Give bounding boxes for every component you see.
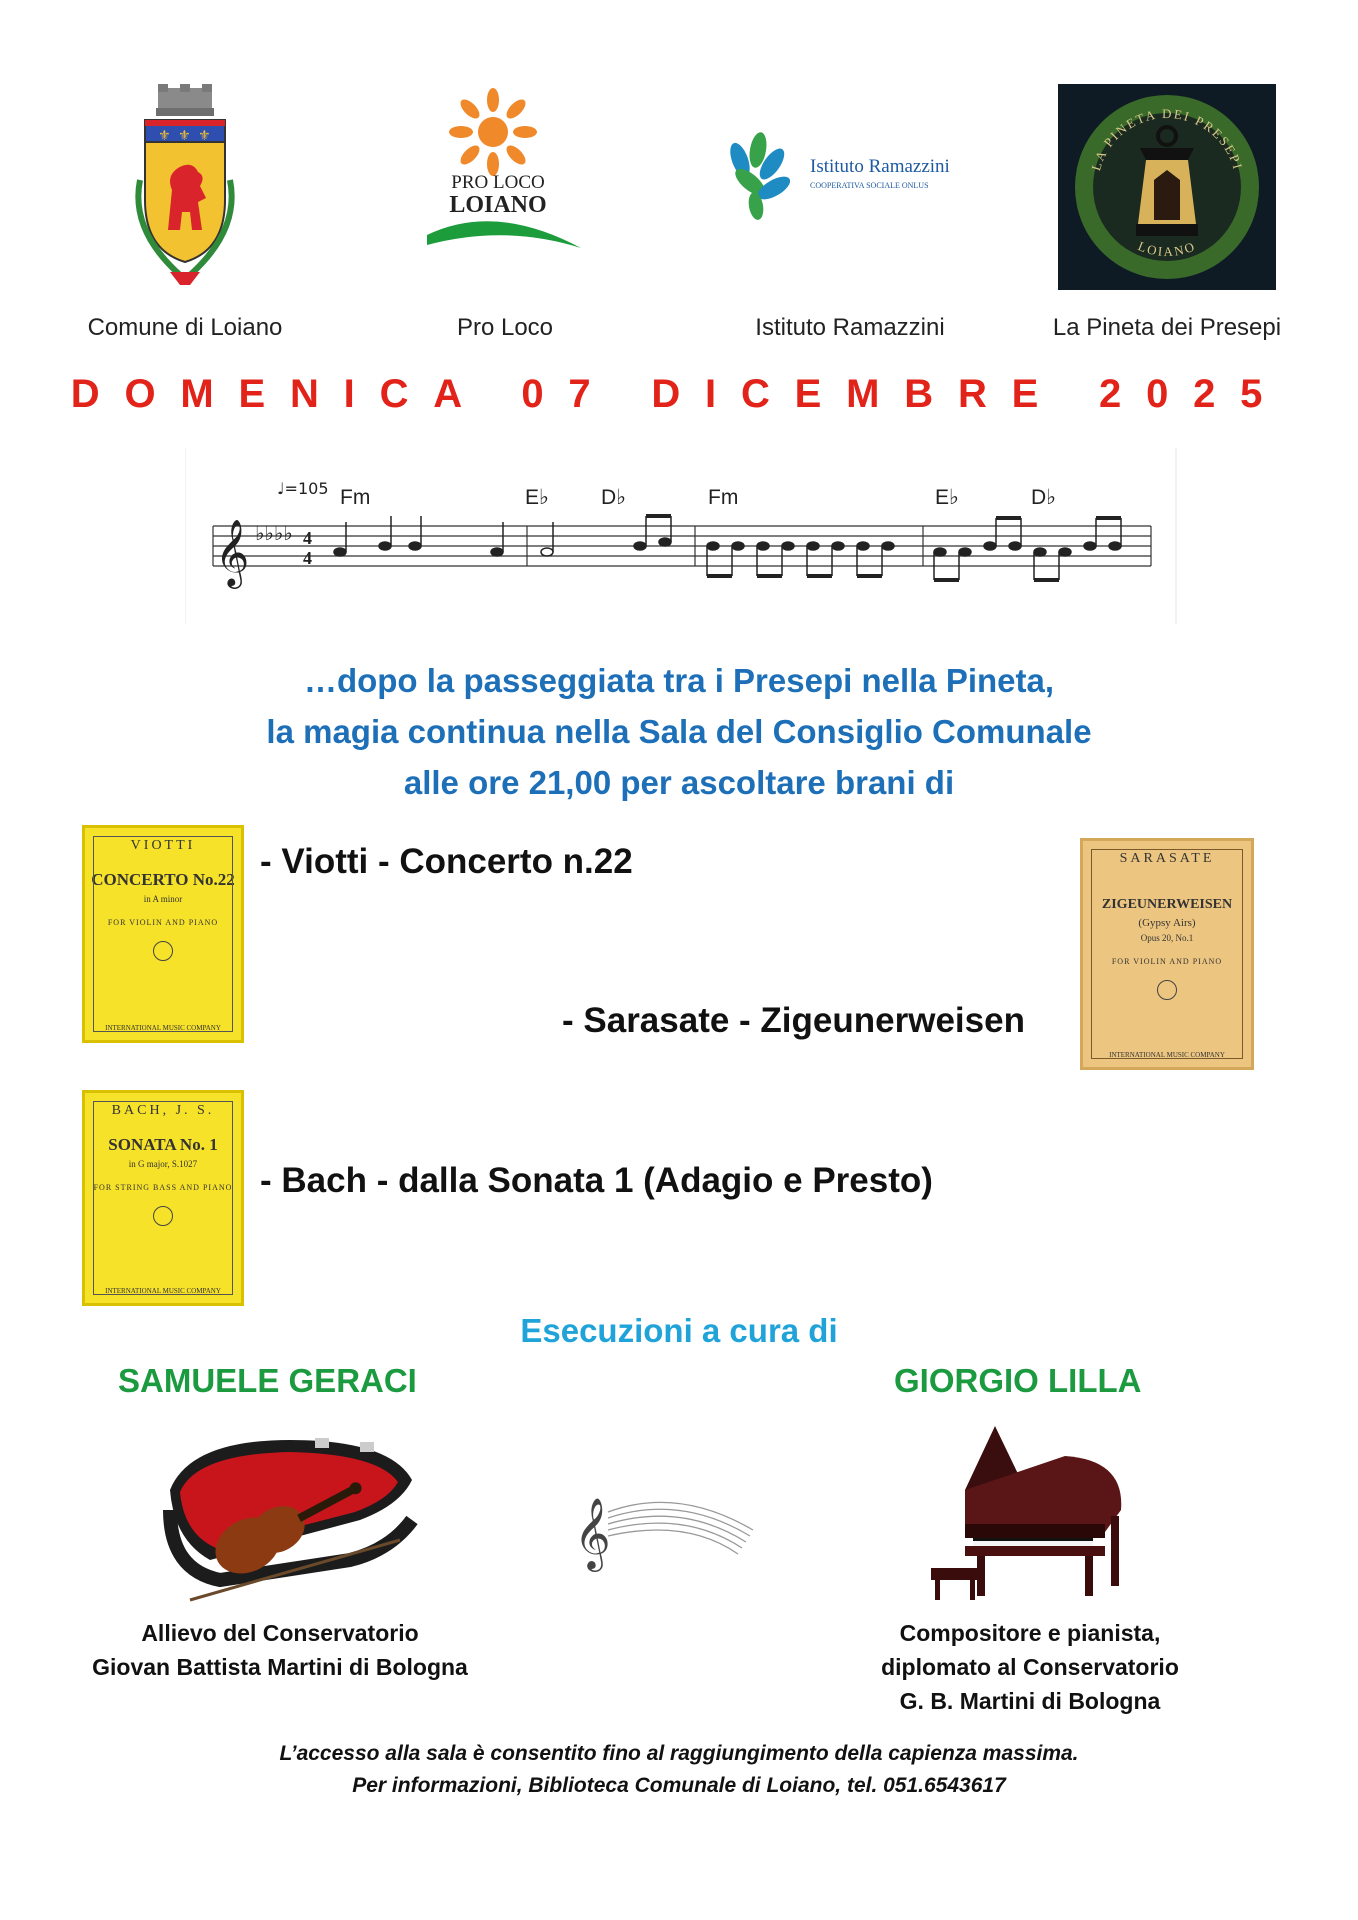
svg-text:Fm: Fm	[340, 486, 371, 509]
contact-info: Per informazioni, Biblioteca Comunale di Loiano, tel. 051.6543617	[352, 1774, 1006, 1797]
svg-text:𝄞: 𝄞	[215, 518, 250, 586]
svg-text:D♭: D♭	[1031, 486, 1057, 509]
grand-piano-icon	[925, 1420, 1135, 1604]
svg-text:4: 4	[303, 528, 312, 548]
svg-text:LOIANO: LOIANO	[449, 192, 547, 218]
comune-loiano-logo	[110, 80, 260, 290]
sheet-music	[185, 448, 1177, 624]
svg-text:𝄞: 𝄞	[574, 1496, 611, 1569]
intro-text	[0, 655, 1358, 808]
music-staff-icon	[185, 448, 1177, 624]
violin-icon	[150, 1410, 430, 1610]
intro-line-3: alle ore 21,00 per ascoltare brani di	[403, 764, 955, 801]
intro-line-2: la magia continua nella Sala del Consiglio Comunale	[266, 713, 1092, 750]
pro-loco-loiano-logo	[415, 80, 595, 290]
violin-image	[150, 1410, 430, 1610]
comune-loiano-caption: Comune di Loiano	[87, 314, 283, 341]
svg-text:Fm: Fm	[708, 486, 739, 509]
intro-line-1: …dopo la passeggiata tra i Presepi nella Pineta,	[303, 662, 1055, 699]
sarasate-score-cover: SARASATE ZIGEUNERWEISEN (Gypsy Airs) Opus 20, No.1 FOR VIOLIN AND PIANO INTERNATIONAL MUSIC COMPANY	[1080, 838, 1254, 1070]
leaf-icon	[710, 80, 970, 290]
footer-notes	[0, 1738, 1358, 1802]
svg-text:PRO LOCO: PRO LOCO	[451, 172, 545, 193]
pineta-dei-presepi-logo	[1058, 84, 1276, 290]
svg-text:4: 4	[303, 548, 312, 568]
performers-heading: Esecuzioni a cura di	[520, 1312, 838, 1349]
music-swirl-image	[568, 1476, 758, 1576]
svg-text:⚜: ⚜	[158, 128, 171, 144]
svg-text:COOPERATIVA SOCIALE ONLUS: COOPERATIVA SOCIALE ONLUS	[810, 181, 929, 190]
program-item-viotti: - Viotti - Concerto n.22	[260, 842, 633, 881]
performer-name-geraci: SAMUELE GERACI	[118, 1362, 417, 1399]
access-note: L’accesso alla sala è consentito fino al raggiungimento della capienza massima.	[279, 1742, 1079, 1765]
bach-score-cover: BACH, J. S. SONATA No. 1 in G major, S.1027 FOR STRING BASS AND PIANO INTERNATIONAL MUSIC COMPANY	[82, 1090, 244, 1306]
svg-text:♭♭♭♭: ♭♭♭♭	[255, 521, 293, 545]
event-date: DOMENICA 07 DICEMBRE 2025	[70, 372, 1288, 416]
piano-image	[925, 1420, 1135, 1604]
performer-name-lilla: GIORGIO LILLA	[894, 1362, 1142, 1399]
sun-icon	[415, 80, 595, 290]
coat-of-arms-icon	[110, 80, 260, 290]
svg-text:E♭: E♭	[525, 486, 549, 509]
treble-clef-icon	[568, 1476, 758, 1576]
performer-bio-lilla: Compositore e pianista, diplomato al Conservatorio G. B. Martini di Bologna	[881, 1620, 1179, 1714]
svg-text:⚜: ⚜	[198, 128, 211, 144]
performer-bio-geraci: Allievo del Conservatorio Giovan Battista Martini di Bologna	[92, 1620, 468, 1680]
svg-text:⚜: ⚜	[178, 128, 191, 144]
svg-text:LOIANO: LOIANO	[1135, 238, 1199, 260]
viotti-score-cover: VIOTTI CONCERTO No.22 in A minor FOR VIOLIN AND PIANO INTERNATIONAL MUSIC COMPANY	[82, 825, 244, 1043]
svg-text:♩=105: ♩=105	[277, 479, 329, 498]
lantern-icon	[1058, 84, 1276, 290]
program-item-sarasate: - Sarasate - Zigeunerweisen	[562, 1001, 1025, 1040]
svg-text:D♭: D♭	[601, 486, 627, 509]
istituto-ramazzini-logo	[710, 80, 970, 290]
program-item-bach: - Bach - dalla Sonata 1 (Adagio e Presto)	[260, 1161, 933, 1200]
svg-text:LA PINETA DEI PRESEPI: LA PINETA DEI PRESEPI	[1088, 105, 1246, 173]
pro-loco-caption: Pro Loco	[456, 314, 554, 341]
istituto-ramazzini-caption: Istituto Ramazzini	[755, 314, 945, 341]
pineta-dei-presepi-caption: La Pineta dei Presepi	[1052, 314, 1282, 341]
svg-text:Istituto Ramazzini: Istituto Ramazzini	[810, 156, 950, 177]
svg-text:E♭: E♭	[935, 486, 959, 509]
